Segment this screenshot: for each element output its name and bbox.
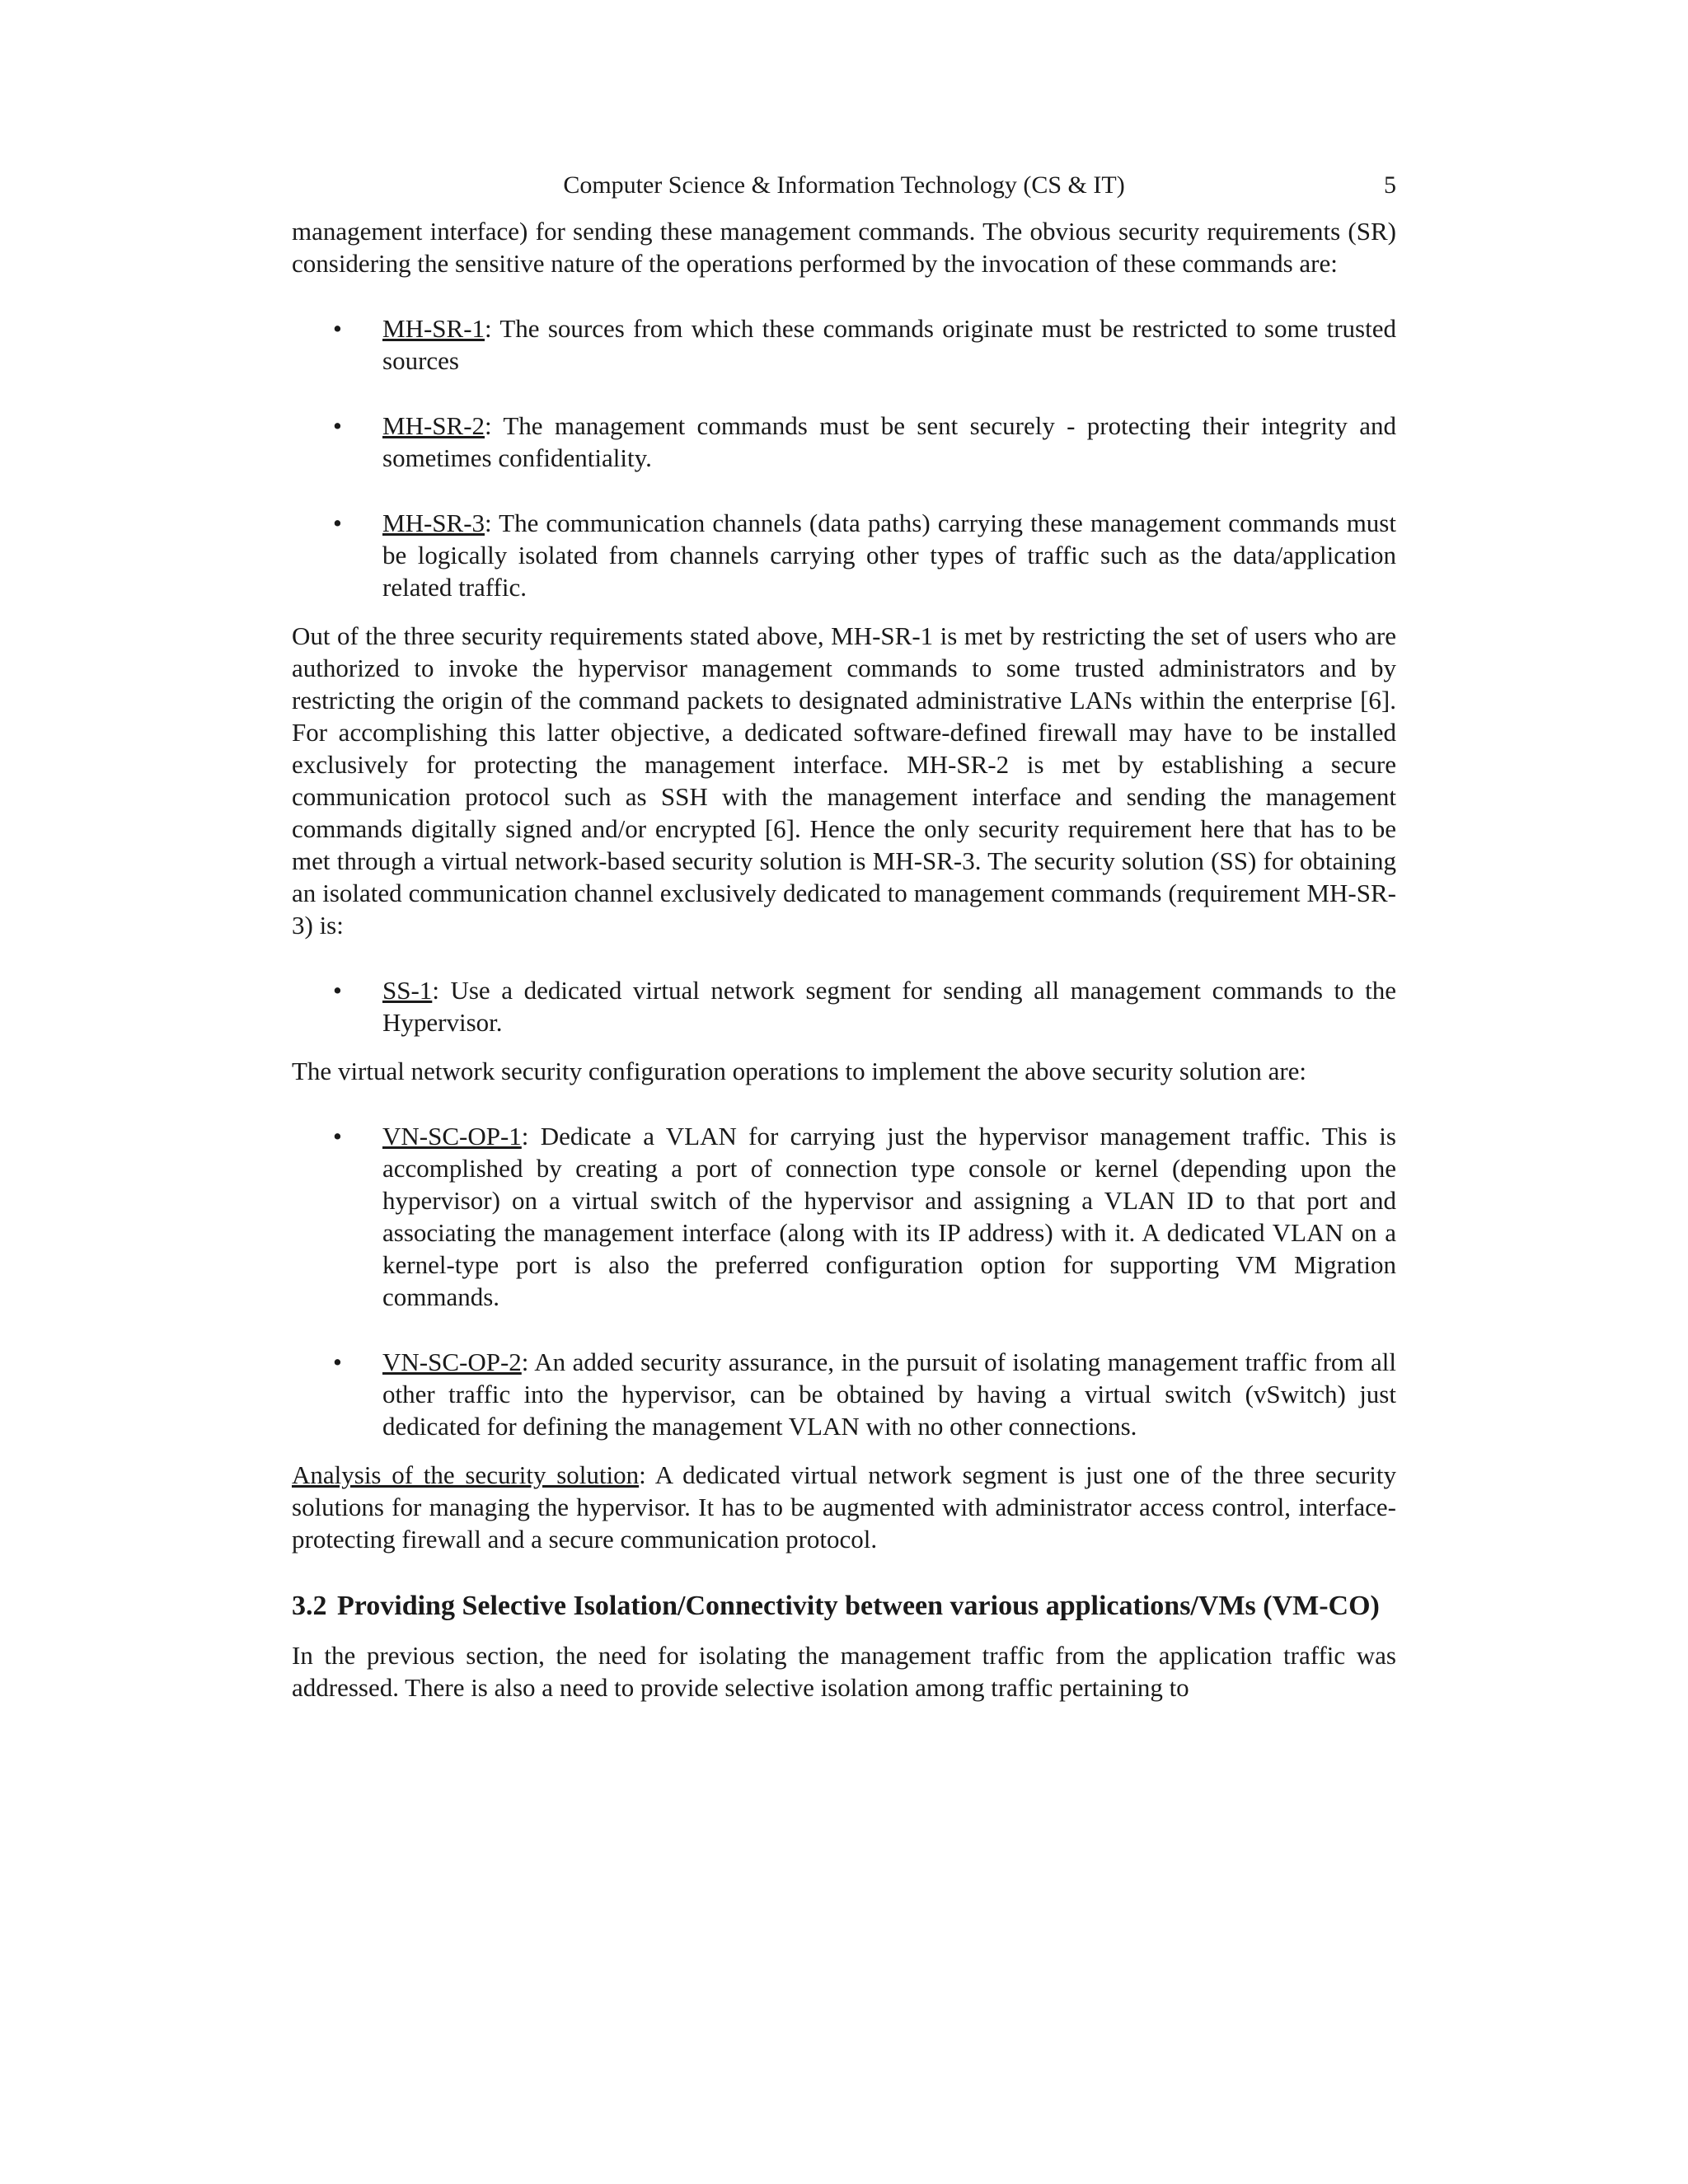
bullet-icon: • (333, 314, 342, 343)
section-heading (292, 1590, 1396, 1623)
page-number: 5 (1384, 171, 1396, 199)
analysis-paragraph: Out of the three security requirements stated above, MH-SR-1 is met by restricting the set of users who are authorized to invoke the hypervisor management commands to some trusted administrators and by restricting the origin of the command packets to designated administrative LANs within the enterprise [6]. For accomplishing this latter objective, a dedicated software-defined firewall may have to be installed exclusively for protecting the management interface. MH-SR-2 is met by establishing a secure communication protocol such as SSH with the management interface and sending the management commands digitally signed and/or encrypted [6]. Hence the only security requirement here that has to be met through a virtual network-based security solution is MH-SR-3. The security solution (SS) for obtaining an isolated communication channel exclusively dedicated to management commands (requirement MH-SR-3) is: (292, 621, 1396, 940)
config-intro-paragraph: The virtual network security configuration operations to implement the above security solution are: (292, 1057, 1307, 1085)
solutions-list (292, 974, 1396, 1038)
section-number: 3.2 (292, 1591, 327, 1621)
analysis-text: : A dedicated virtual network segment is just one of the three security solutions for managing the hypervisor. It has to be augmented with administrator access control, interface-protecting firewall and a secure communication protocol. (292, 1460, 1396, 1554)
requirements-list (292, 312, 1396, 603)
list-item (292, 1120, 1396, 1313)
requirement-id: MH-SR-1 (382, 314, 485, 343)
bullet-icon: • (333, 1347, 342, 1376)
list-item (292, 410, 1396, 474)
bullet-icon: • (333, 1122, 342, 1151)
requirement-text: : The communication channels (data paths) carrying these management commands must be logically isolated from channels carrying other types of traffic such as the data/application related traffic. (382, 509, 1396, 602)
closing-paragraph: In the previous section, the need for isolating the management traffic from the application traffic was addressed. There is also a need to provide selective isolation among traffic pertaining to (292, 1641, 1396, 1702)
requirement-id: MH-SR-2 (382, 411, 485, 440)
bullet-icon: • (333, 509, 342, 537)
operation-text: : Dedicate a VLAN for carrying just the hypervisor management traffic. This is accomplished by creating a port of connection type console or kernel (depending upon the hypervisor) on a virtual switch of the hypervisor and assigning a VLAN ID to that port and associating the management interface (along with its IP address) with it. A dedicated VLAN on a kernel-type port is also the preferred configuration option for supporting VM Migration commands. (382, 1122, 1396, 1311)
list-item (292, 507, 1396, 603)
requirement-id: MH-SR-3 (382, 509, 485, 537)
operations-list (292, 1120, 1396, 1442)
bullet-icon: • (333, 411, 342, 440)
requirement-text: : The sources from which these commands originate must be restricted to some trusted sources (382, 314, 1396, 375)
requirement-text: : The management commands must be sent securely - protecting their integrity and sometimes confidentiality. (382, 411, 1396, 472)
solution-id: SS-1 (382, 976, 433, 1005)
bullet-icon: • (333, 976, 342, 1005)
solution-analysis-paragraph (292, 1459, 1396, 1555)
operation-id: VN-SC-OP-1 (382, 1122, 522, 1151)
operation-text: : An added security assurance, in the pursuit of isolating management traffic from all other traffic into the hypervisor, can be obtained by having a virtual switch (vSwitch) just dedicated for defining the management VLAN with no other connections. (382, 1347, 1396, 1441)
list-item (292, 974, 1396, 1038)
journal-title: Computer Science & Information Technology (CS & IT) (563, 171, 1125, 199)
running-header (292, 169, 1396, 202)
analysis-label: Analysis of the security solution (292, 1460, 640, 1489)
operation-id: VN-SC-OP-2 (382, 1347, 522, 1376)
intro-paragraph: management interface) for sending these management commands. The obvious security requirements (SR) considering the sensitive nature of the operations performed by the invocation of these commands are: (292, 217, 1396, 278)
list-item (292, 312, 1396, 377)
page (292, 169, 1396, 1704)
solution-text: : Use a dedicated virtual network segment for sending all management commands to the Hypervisor. (382, 976, 1396, 1037)
section-title: Providing Selective Isolation/Connectivity between various applications/VMs (VM-CO) (337, 1591, 1380, 1621)
list-item (292, 1346, 1396, 1442)
